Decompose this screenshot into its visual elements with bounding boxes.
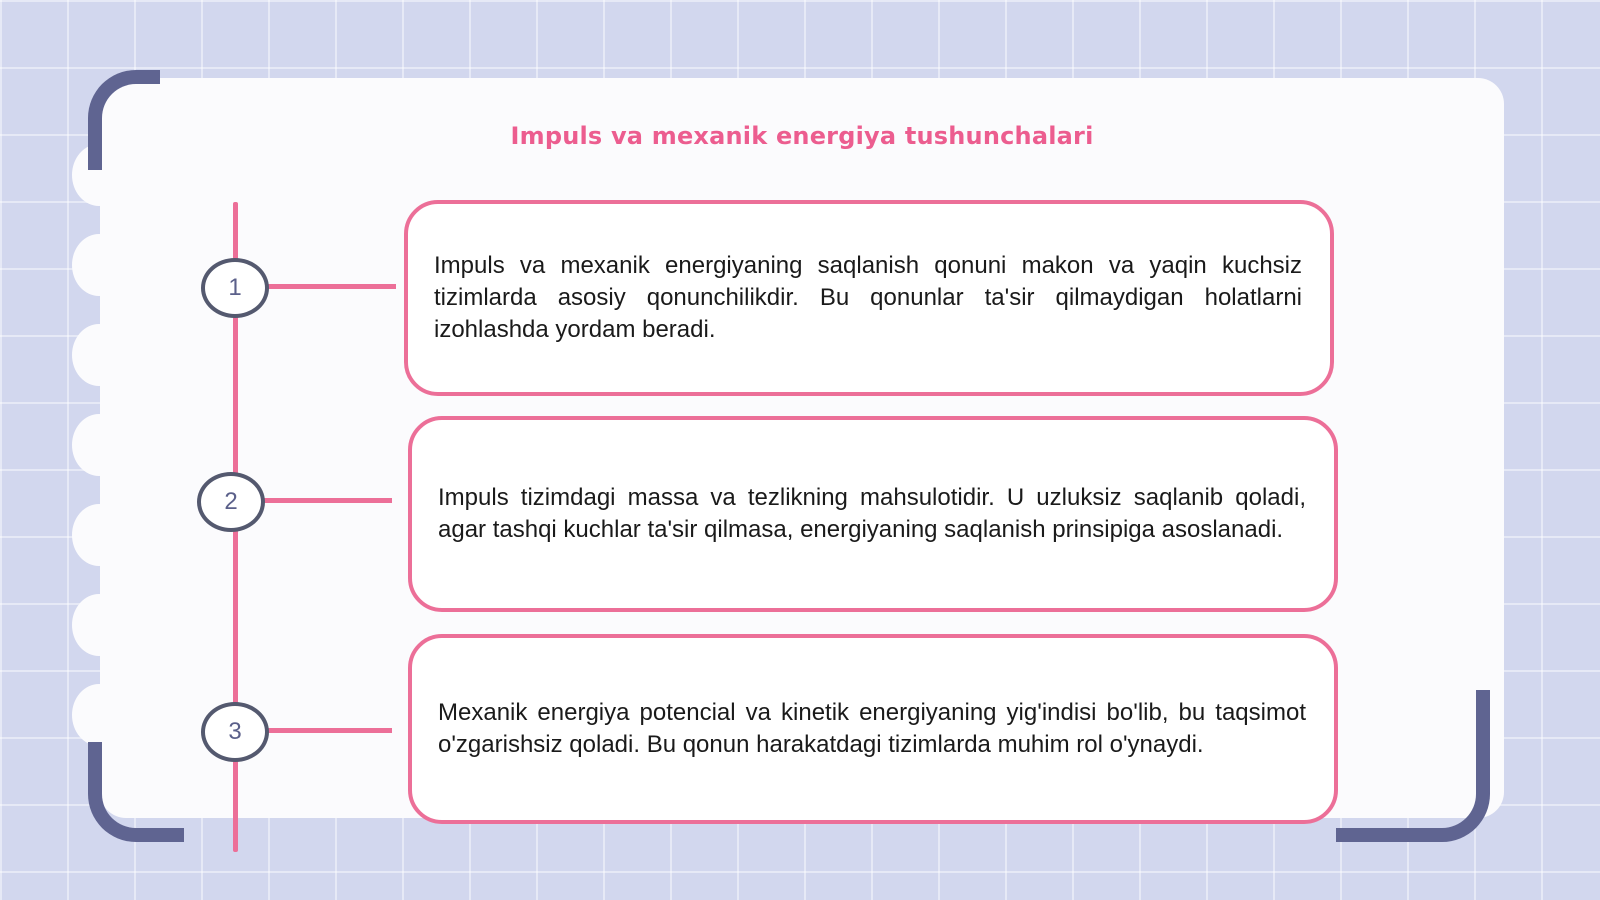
step-text-1: Impuls va mexanik energiyaning saqlanish qonuni makon va yaqin kuchsiz tizimlarda asosiy qonunchilikdir. Bu qonunlar ta'sir qilmaydigan holatlarni izohlashda yordam beradi. — [434, 252, 1302, 343]
step-number-3: 3 — [201, 702, 269, 762]
frame-corner-bottom-right — [1336, 690, 1490, 842]
frame-corner-bottom-left — [88, 742, 184, 842]
sheet-edge-notch — [72, 594, 126, 656]
step-card-3 — [408, 634, 1338, 824]
connector-1 — [268, 284, 396, 289]
frame-corner-top-left — [88, 70, 160, 170]
step-number-1: 1 — [201, 258, 269, 318]
slide-title: Impuls va mexanik energiya tushunchalari — [510, 122, 1094, 150]
sheet-edge-notch — [72, 324, 126, 386]
sheet-edge-notch — [72, 684, 126, 746]
connector-2 — [264, 498, 392, 503]
connector-3 — [268, 728, 392, 733]
step-card-1 — [404, 200, 1334, 396]
step-text-3: Mexanik energiya potencial va kinetik energiyaning yig'indisi bo'lib, bu taqsimot o'zgarishsiz qoladi. Bu qonun harakatdagi tizimlarda muhim rol o'ynaydi. — [438, 699, 1306, 758]
sheet-edge-notch — [72, 504, 126, 566]
sheet-edge-notch — [72, 234, 126, 296]
step-number-2: 2 — [197, 472, 265, 532]
step-text-2: Impuls tizimdagi massa va tezlikning mahsulotidir. U uzluksiz saqlanib qoladi, agar tashqi kuchlar ta'sir qilmasa, energiyaning saqlanish prinsipiga asoslanadi. — [438, 484, 1306, 543]
sheet-edge-notch — [72, 414, 126, 476]
step-card-2 — [408, 416, 1338, 612]
